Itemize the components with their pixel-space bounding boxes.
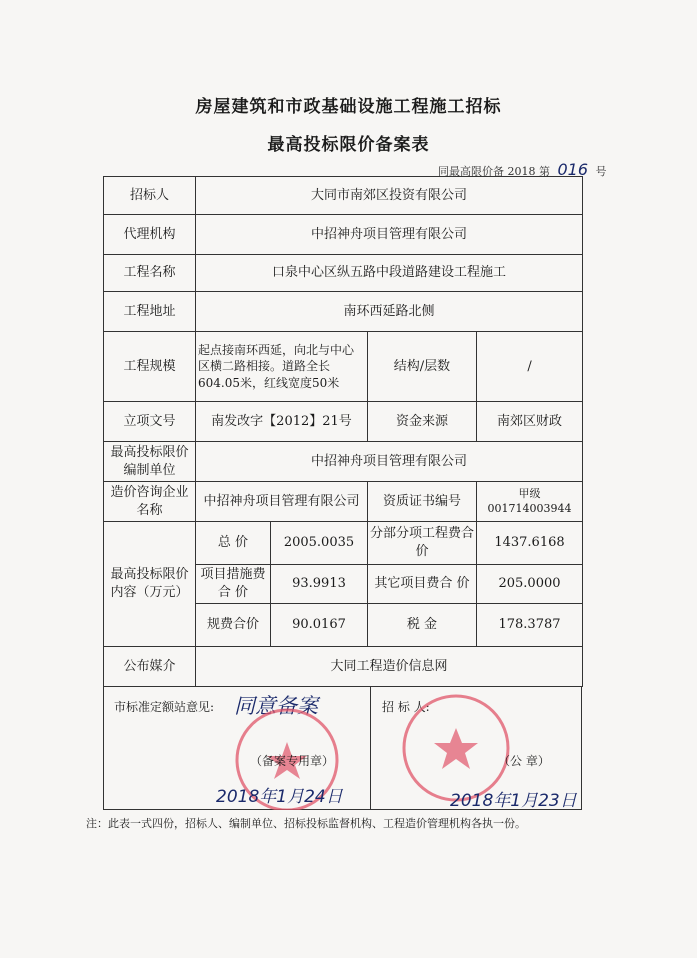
compiler-value: 中招神舟项目管理有限公司 xyxy=(196,442,583,482)
doc-number-handwritten: 016 xyxy=(557,160,589,179)
fees-value: 90.0167 xyxy=(271,604,368,647)
tenderer-label: 招标人 xyxy=(104,177,196,215)
fund-value: 南郊区财政 xyxy=(477,402,583,442)
compiler-label: 最高投标限价编制单位 xyxy=(104,442,196,482)
filing-table xyxy=(103,176,583,687)
tenderer-seal-label: 招 标 人: xyxy=(382,700,430,714)
total-value: 2005.0035 xyxy=(271,522,368,565)
table-row xyxy=(104,255,583,292)
table-row xyxy=(104,647,583,687)
consult-value: 中招神舟项目管理有限公司 xyxy=(196,482,368,522)
measures-value: 93.9913 xyxy=(271,565,368,604)
tax-label: 税 金 xyxy=(368,604,477,647)
approval-section xyxy=(103,686,582,810)
structure-label: 结构/层数 xyxy=(368,332,477,402)
scale-value: 起点接南环西延，向北与中心区横二路相接。道路全长604.05米，红线宽度50米 xyxy=(196,332,368,402)
table-row xyxy=(104,292,583,332)
cert-value: 甲级 001714003944 xyxy=(477,482,583,522)
doc-title-line1: 房屋建筑和市政基础设施工程施工招标 xyxy=(195,97,502,117)
media-value: 大同工程造价信息网 xyxy=(196,647,583,687)
agency-label: 代理机构 xyxy=(104,215,196,255)
other-label: 其它项目费合 价 xyxy=(368,565,477,604)
table-row xyxy=(104,402,583,442)
footnote: 注：此表一式四份，招标人、编制单位、招标投标监督机构、工程造价管理机构各执一份。 xyxy=(86,817,526,830)
fund-label: 资金来源 xyxy=(368,402,477,442)
opinion-handwriting: 同意备案 xyxy=(234,694,318,718)
cert-label: 资质证书编号 xyxy=(368,482,477,522)
fees-label: 规费合价 xyxy=(196,604,271,647)
project-name-label: 工程名称 xyxy=(104,255,196,292)
table-row xyxy=(104,215,583,255)
scale-label: 工程规模 xyxy=(104,332,196,402)
approval-value: 南发改字【2012】21号 xyxy=(196,402,368,442)
consult-label: 造价咨询企业名称 xyxy=(104,482,196,522)
subitem-label: 分部分项工程费合价 xyxy=(368,522,477,565)
agency-value: 中招神舟项目管理有限公司 xyxy=(196,215,583,255)
filing-seal-note: （备案专用章） xyxy=(250,754,335,768)
approval-label: 立项文号 xyxy=(104,402,196,442)
right-date: 2018年1月23日 xyxy=(450,791,577,811)
tax-value: 178.3787 xyxy=(477,604,583,647)
table-row xyxy=(104,442,583,482)
doc-number-suffix: 号 xyxy=(595,165,607,178)
standard-station-opinion-label: 市标准定额站意见: xyxy=(114,700,215,714)
table-row xyxy=(104,177,583,215)
project-address-label: 工程地址 xyxy=(104,292,196,332)
project-address-value: 南环西延路北侧 xyxy=(196,292,583,332)
other-value: 205.0000 xyxy=(477,565,583,604)
media-label: 公布媒介 xyxy=(104,647,196,687)
measures-label: 项目措施费合 价 xyxy=(196,565,271,604)
table-row xyxy=(104,482,583,522)
subitem-value: 1437.6168 xyxy=(477,522,583,565)
approval-divider xyxy=(370,686,371,810)
doc-title-line2: 最高投标限价备案表 xyxy=(267,135,430,155)
official-seal-note: （公 章） xyxy=(498,754,550,768)
table-row xyxy=(104,332,583,402)
tenderer-value: 大同市南郊区投资有限公司 xyxy=(196,177,583,215)
project-name-value: 口泉中心区纵五路中段道路建设工程施工 xyxy=(196,255,583,292)
table-row xyxy=(104,522,583,565)
left-date: 2018年1月24日 xyxy=(216,787,343,807)
limit-label: 最高投标限价内容（万元） xyxy=(104,522,196,647)
structure-value: / xyxy=(477,332,583,402)
total-label: 总 价 xyxy=(196,522,271,565)
doc-number-prefix: 同最高限价备 2018 第 xyxy=(438,165,550,178)
